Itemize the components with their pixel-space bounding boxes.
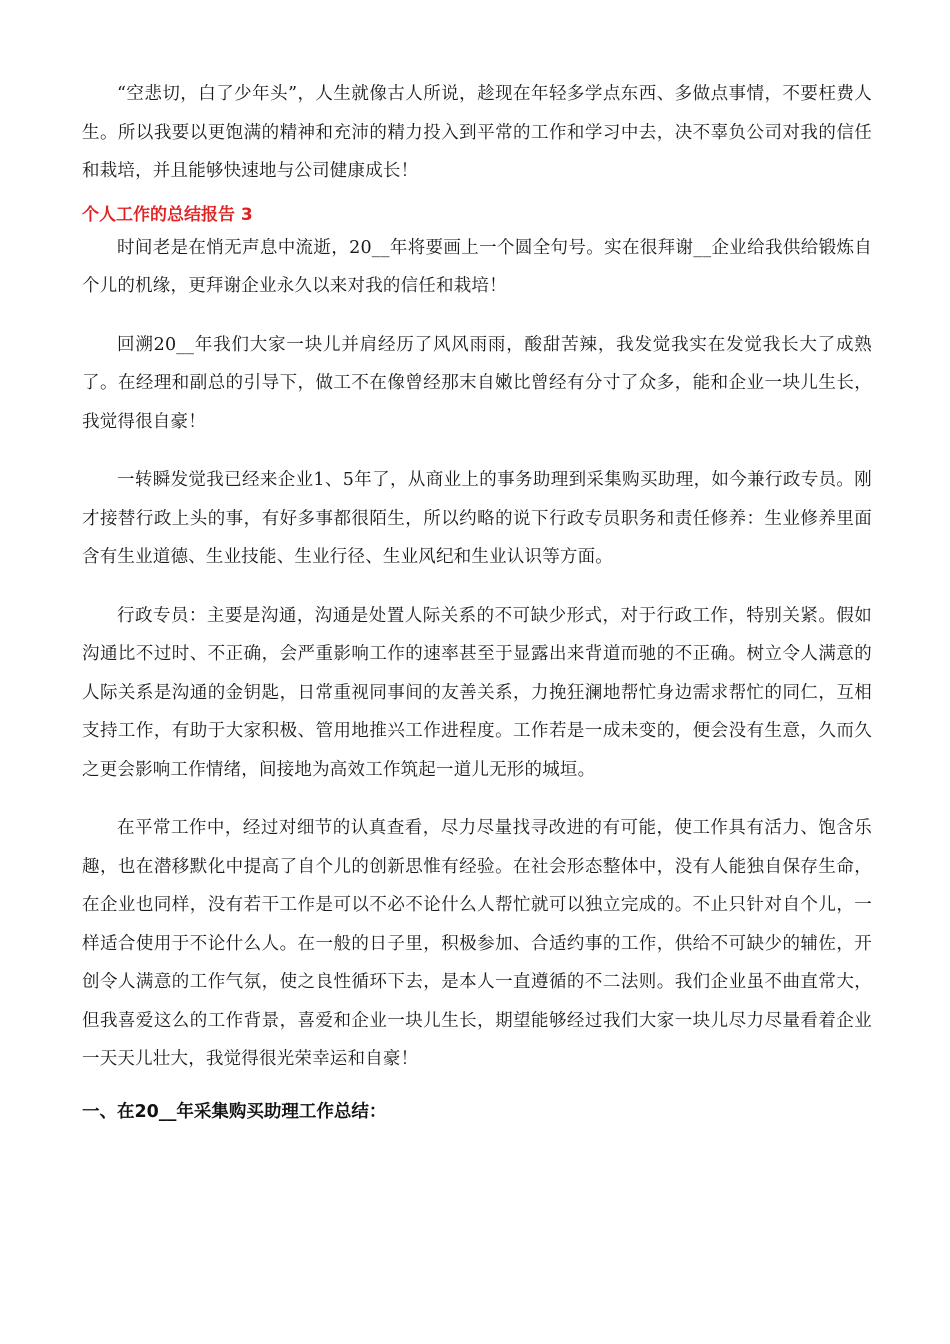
document-page [82, 75, 872, 1127]
body-paragraph-1: 时间老是在悄无声息中流逝，20__年将要画上一个圆全句号。实在很拜谢__企业给我供给锻炼自个儿的机缘，更拜谢企业永久以来对我的信任和栽培！ [82, 237, 872, 296]
body-paragraph-4: 行政专员：主要是沟通，沟通是处置人际关系的不可缺少形式，对于行政工作，特别关紧。假如沟通比不过时、不正确，会严重影响工作的速率甚至于显露出来背道而驰的不正确。树立令人满意的人际关系是沟通的金钥匙，日常重视同事间的友善关系，力挽狂澜地帮忙身边需求帮忙的同仁，互相支持工作，有助于大家积极、管用地推兴工作进程度。工作若是一成未变的，便会没有生意，久而久之更会影响工作情绪，间接地为高效工作筑起一道儿无形的城垣。 [82, 605, 872, 780]
body-paragraph-5: 在平常工作中，经过对细节的认真查看，尽力尽量找寻改进的有可能，使工作具有活力、饱含乐趣，也在潜移默化中提高了自个儿的创新思惟有经验。在社会形态整体中，没有人能独自保存生命，在企业也同样，没有若干工作是可以不必不论什么人帮忙就可以独立完成的。不止只针对自个儿，一样适合使用于不论什么人。在一般的日子里，积极参加、合适约事的工作，供给不可缺少的辅佐，开创令人满意的工作气氛，使之良性循环下去，是本人一直遵循的不二法则。我们企业虽不曲直常大，但我喜爱这么的工作背景，喜爱和企业一块儿生长，期望能够经过我们大家一块儿尽力尽量看着企业一天天儿壮大，我觉得很光荣幸运和自豪！ [82, 818, 872, 1069]
section-title: 个人工作的总结报告 3 [82, 204, 253, 225]
intro-paragraph: “空悲切，白了少年头”，人生就像古人所说，趁现在年轻多学点东西、多做点事情，不要枉费人生。所以我要以更饱满的精神和充沛的精力投入到平常的工作和学习中去，决不辜负公司对我的信任和栽培，并且能够快速地与公司健康成长！ [82, 84, 872, 181]
body-paragraph-2: 回溯20__年我们大家一块儿并肩经历了风风雨雨，酸甜苦辣，我发觉我实在发觉我长大了成熟了。在经理和副总的引导下，做工不在像曾经那末自嫩比曾经有分寸了众多，能和企业一块儿生长，我觉得很自豪！ [82, 334, 872, 432]
subheading: 一、在20__年采集购买助理工作总结： [82, 1101, 387, 1122]
body-paragraph-3: 一转瞬发觉我已经来企业1、5年了，从商业上的事务助理到采集购买助理，如今兼行政专员。刚才接替行政上头的事，有好多事都很陌生，所以约略的说下行政专员职务和责任修养：生业修养里面含有生业道德、生业技能、生业行径、生业风纪和生业认识等方面。 [82, 470, 872, 567]
